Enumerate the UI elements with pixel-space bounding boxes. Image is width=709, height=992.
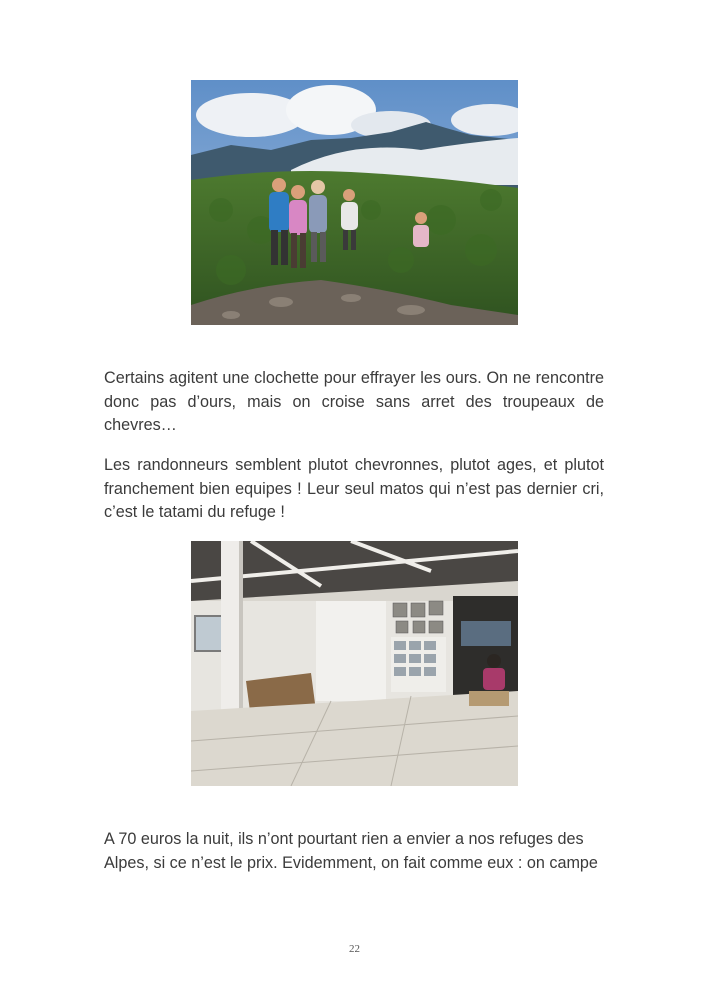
hikers-mountain-photo xyxy=(191,80,518,325)
refuge-interior-photo xyxy=(191,541,518,786)
paragraph-price: A 70 euros la nuit, ils n’ont pourtant rien a envier a nos refuges des Alpes, si ce n’est le prix. Evidemment, on fait comme eux : on campe xyxy=(104,830,598,872)
paragraph-bells: Certains agitent une clochette pour effrayer les ours. On ne rencontre donc pas d’ours, mais on croise sans arret des troupeaux de chevres… xyxy=(104,369,604,434)
page-number: 22 xyxy=(349,943,360,955)
paragraph-hikers: Les randonneurs semblent plutot chevronnes, plutot ages, et plutot franchement bien equipes ! Leur seul matos qui n’est pas dernier cri, c’est le tatami du refuge ! xyxy=(104,456,604,521)
